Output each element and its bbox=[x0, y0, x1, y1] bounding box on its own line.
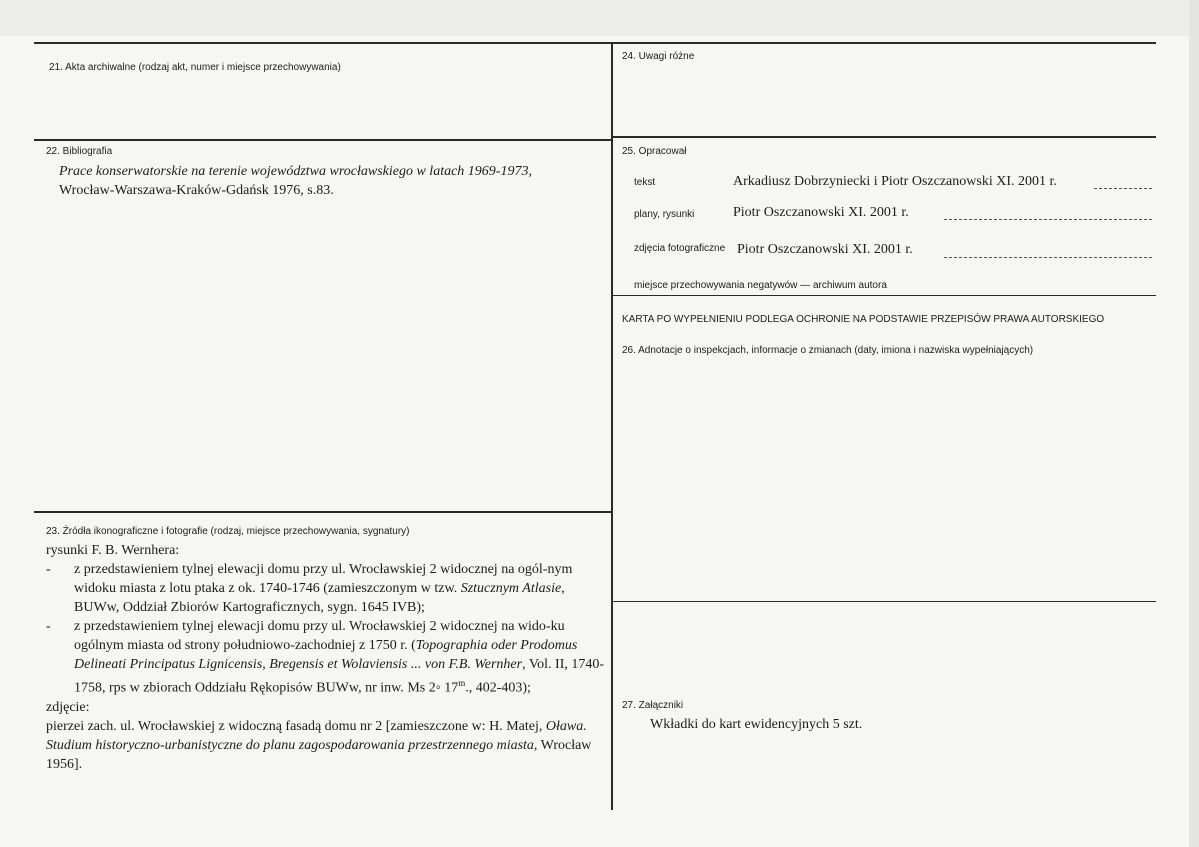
field-25-label: 25. Opracował bbox=[622, 146, 687, 157]
photo-item-text: pierzei zach. ul. Wrocławskiej z widoczną fasadą domu nr 2 [zamieszczone w: H. Matej, bbox=[46, 718, 546, 734]
author-row-plans-label: plany, rysunki bbox=[634, 209, 695, 220]
field-23-label: 23. Źródła ikonograficzne i fotografie (rodzaj, miejsce przechowywania, sygnatury) bbox=[46, 526, 410, 537]
photo-item-ref: , Wrocław 1956]. bbox=[46, 737, 592, 772]
list-dash: - bbox=[46, 562, 51, 577]
field-24-label: 24. Uwagi różne bbox=[622, 51, 695, 62]
source-item-2-pages: ., 402-403); bbox=[465, 680, 531, 696]
bibliography-publication: Wrocław-Warszawa-Kraków-Gdańsk 1976, s.83. bbox=[59, 183, 334, 198]
bibliography-text bbox=[59, 162, 609, 200]
divider-22-23 bbox=[34, 511, 612, 513]
negatives-storage: miejsce przechowywania negatywów — archiwum autora bbox=[634, 280, 887, 291]
divider-26-27 bbox=[612, 601, 1156, 602]
dotted-line bbox=[944, 219, 1152, 220]
dotted-line bbox=[1094, 188, 1152, 189]
divider-24-25 bbox=[612, 136, 1156, 138]
author-row-photos-value: Piotr Oszczanowski XI. 2001 r. bbox=[737, 242, 913, 257]
source-item-2-text: z przedstawieniem tylnej elewacji domu przy ul. Wrocławskiej 2 widocznej na wido-ku ogólnym miasta od strony południowo-zachodniej z 1750 r. ( bbox=[74, 619, 565, 653]
dotted-line bbox=[944, 257, 1152, 258]
author-row-text-value: Arkadiusz Dobrzyniecki i Piotr Oszczanowski XI. 2001 r. bbox=[733, 174, 1057, 189]
divider-25-note bbox=[612, 295, 1156, 296]
source-item-1-ref: , BUWw, Oddział Zbiorów Kartograficznych, sygn. 1645 IVB); bbox=[74, 581, 565, 615]
photo-heading: zdjęcie: bbox=[46, 699, 90, 715]
scan-edge-right bbox=[1189, 0, 1199, 847]
sources-intro: rysunki F. B. Wernhera: bbox=[46, 543, 180, 558]
author-row-plans-value: Piotr Oszczanowski XI. 2001 r. bbox=[733, 205, 909, 220]
source-item-2 bbox=[46, 617, 608, 698]
bibliography-title: Prace konserwatorskie na terenie województwa wrocławskiego w latach 1969-1973, bbox=[59, 164, 532, 179]
attachments-value: Wkładki do kart ewidencyjnych 5 szt. bbox=[650, 717, 863, 732]
field-21-label: 21. Akta archiwalne (rodzaj akt, numer i miejsce przechowywania) bbox=[49, 62, 341, 73]
photo-item-title: Oława. Studium historyczno-urbanistyczne do planu zagospodarowania przestrzennego miasta bbox=[46, 718, 587, 753]
source-item-2-title: Topographia oder Prodomus Delineati Principatus Lignicensis, Bregensis et Wolaviensis ... von F.B. Wernher bbox=[74, 638, 578, 672]
author-row-text-label: tekst bbox=[634, 177, 656, 188]
source-item-1-title: Sztucznym Atlasie bbox=[460, 581, 562, 596]
source-item-1-text: z przedstawieniem tylnej elewacji domu przy ul. Wrocławskiej 2 widocznej na ogól-nym widoku miasta z lotu ptaka z ok. 1740-1746 (zamieszczonym w tzw. bbox=[74, 562, 573, 596]
field-27-label: 27. Załączniki bbox=[622, 700, 684, 711]
field-26-label: 26. Adnotacje o inspekcjach, informacje o zmianach (daty, imiona i nazwiska wypełniających) bbox=[622, 345, 1034, 356]
divider-21-22 bbox=[34, 139, 612, 141]
field-22-label: 22. Bibliografia bbox=[46, 146, 113, 157]
iconographic-sources bbox=[46, 541, 608, 774]
column-divider bbox=[611, 42, 613, 810]
photo-item bbox=[46, 717, 608, 774]
top-border bbox=[34, 42, 1156, 44]
scan-edge-top bbox=[0, 0, 1199, 36]
source-item-2-ref: , Vol. II, 1740-1758, rps w zbiorach Oddziału Rękopisów BUWw, nr inw. Ms 2◦ 17 bbox=[74, 657, 605, 696]
source-item-2-sup: m bbox=[458, 678, 466, 688]
author-row-photos-label: zdjęcia fotograficzne bbox=[634, 243, 726, 254]
copyright-note: KARTA PO WYPEŁNIENIU PODLEGA OCHRONIE NA PODSTAWIE PRZEPISÓW PRAWA AUTORSKIEGO bbox=[622, 314, 1105, 325]
list-dash: - bbox=[46, 619, 51, 634]
source-item-1 bbox=[46, 560, 608, 617]
